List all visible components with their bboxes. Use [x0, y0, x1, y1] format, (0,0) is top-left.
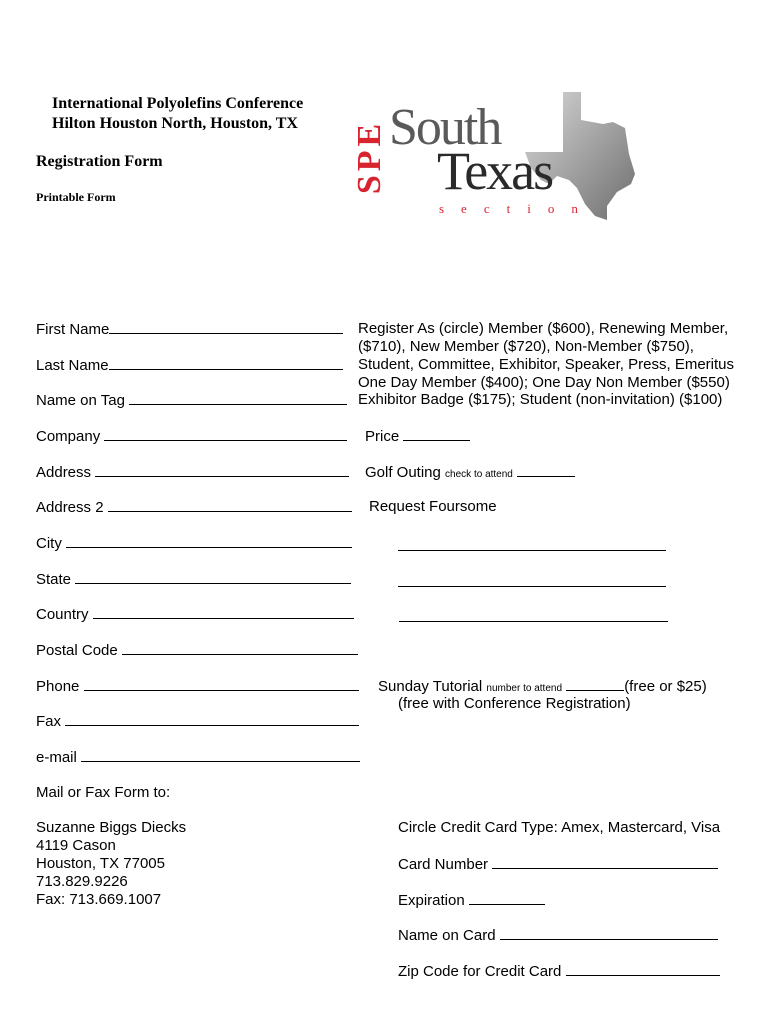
- card-type-label: Circle Credit Card Type: Amex, Mastercard, Visa: [398, 819, 721, 836]
- expiration-field[interactable]: [398, 891, 545, 910]
- email-label: e-mail: [36, 749, 77, 766]
- golf-outing-note: check to attend: [445, 469, 513, 480]
- phone-field[interactable]: [36, 677, 359, 696]
- logo-south: South: [389, 99, 501, 156]
- logo-section: section: [439, 201, 595, 216]
- foursome-line-2[interactable]: [398, 586, 666, 587]
- fax-label: Fax: [36, 713, 62, 730]
- name-on-tag-label: Name on Tag: [36, 392, 125, 409]
- address-label: Address: [36, 464, 92, 481]
- register-line-1: Register As (circle) Member ($600), Renewing Member,: [358, 320, 729, 337]
- zip-code-field[interactable]: [398, 962, 720, 981]
- last-name-label: Last Name: [36, 357, 109, 374]
- card-number-label: Card Number: [398, 856, 489, 873]
- name-on-card-label: Name on Card: [398, 927, 496, 944]
- mail-street: 4119 Cason: [36, 837, 116, 854]
- state-field[interactable]: [36, 570, 351, 589]
- first-name-label: First Name: [36, 321, 110, 338]
- sunday-tutorial-price: (free or $25): [624, 678, 707, 695]
- email-field[interactable]: [36, 748, 360, 767]
- last-name-field[interactable]: [36, 356, 343, 375]
- company-field[interactable]: [36, 427, 347, 446]
- register-line-2: ($710), New Member ($720), Non-Member ($750),: [358, 338, 694, 355]
- company-label: Company: [36, 428, 101, 445]
- name-on-card-field[interactable]: [398, 926, 718, 945]
- logo-spe: SPE: [351, 119, 389, 195]
- form-title: Registration Form: [36, 153, 163, 170]
- address2-field[interactable]: [36, 498, 352, 517]
- mail-fax: Fax: 713.669.1007: [36, 891, 162, 908]
- address-field[interactable]: [36, 463, 349, 482]
- register-line-3: Student, Committee, Exhibitor, Speaker, Press, Emeritus: [358, 356, 734, 373]
- fax-field[interactable]: [36, 712, 359, 731]
- conference-venue: Hilton Houston North, Houston, TX: [52, 115, 298, 132]
- spe-south-texas-logo: [345, 88, 645, 223]
- logo-texas: Texas: [437, 141, 553, 201]
- first-name-field[interactable]: [36, 320, 343, 339]
- mail-phone: 713.829.9226: [36, 873, 128, 890]
- printable-label: Printable Form: [36, 190, 116, 204]
- postal-code-label: Postal Code: [36, 642, 118, 659]
- sunday-tutorial-note: number to attend: [486, 683, 563, 694]
- state-label: State: [36, 571, 72, 588]
- country-field[interactable]: [36, 605, 354, 624]
- city-field[interactable]: [36, 534, 352, 553]
- postal-code-field[interactable]: [36, 641, 358, 660]
- foursome-line-3[interactable]: [399, 621, 668, 622]
- mail-heading: Mail or Fax Form to:: [36, 784, 171, 801]
- golf-outing-field[interactable]: [365, 463, 575, 484]
- mail-name: Suzanne Biggs Diecks: [36, 819, 187, 836]
- foursome-line-1[interactable]: [398, 550, 666, 551]
- expiration-label: Expiration: [398, 892, 465, 909]
- conference-title: International Polyolefins Conference: [52, 95, 304, 112]
- register-line-4: One Day Member ($400); One Day Non Member ($550): [358, 374, 730, 391]
- address2-label: Address 2: [36, 499, 104, 516]
- price-label: Price: [365, 428, 400, 445]
- zip-code-label: Zip Code for Credit Card: [398, 963, 562, 980]
- name-on-tag-field[interactable]: [36, 391, 347, 410]
- register-line-5: Exhibitor Badge ($175); Student (non-invitation) ($100): [358, 391, 723, 408]
- card-number-field[interactable]: [398, 855, 718, 874]
- mail-city: Houston, TX 77005: [36, 855, 165, 872]
- sunday-tutorial-label: Sunday Tutorial: [378, 678, 483, 695]
- country-label: Country: [36, 606, 89, 623]
- city-label: City: [36, 535, 62, 552]
- sunday-tutorial-free: (free with Conference Registration): [398, 695, 631, 712]
- price-field[interactable]: [365, 427, 470, 446]
- phone-label: Phone: [36, 678, 80, 695]
- request-foursome-label: Request Foursome: [369, 498, 497, 515]
- golf-outing-label: Golf Outing: [365, 464, 441, 481]
